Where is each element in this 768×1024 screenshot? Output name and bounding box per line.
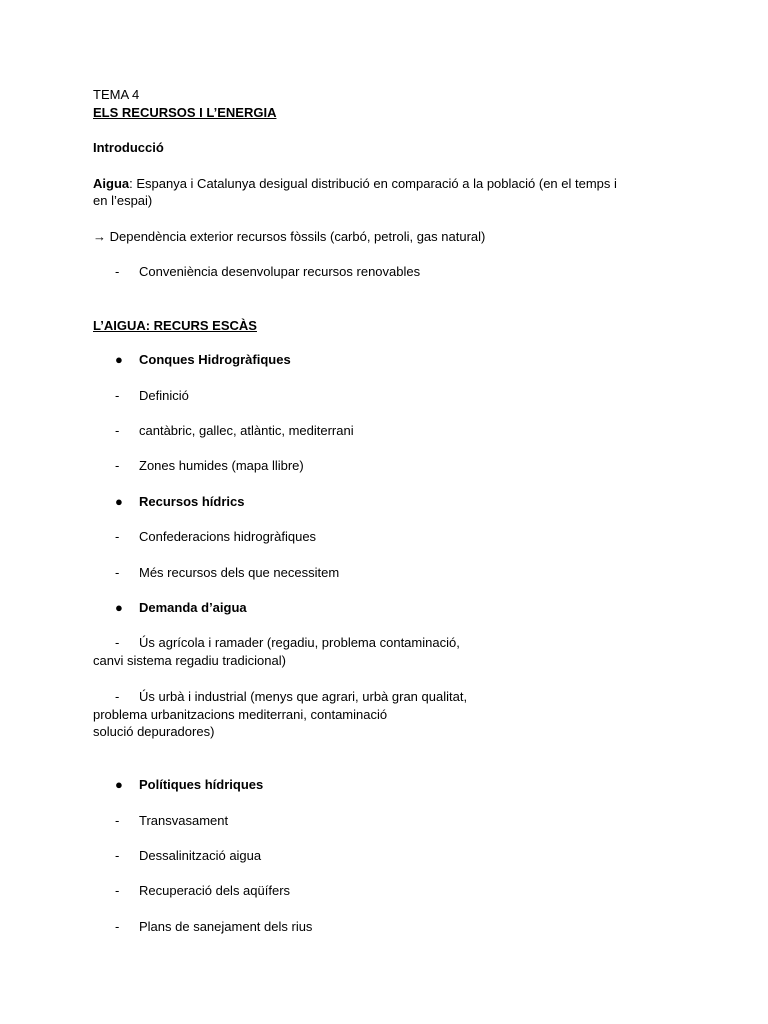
aigua-label: Aigua (93, 176, 130, 191)
bullet-marker: ● (115, 777, 123, 792)
list-item: Plans de sanejament dels rius (139, 919, 313, 934)
politiques-heading: Polítiques hídriques (139, 777, 264, 792)
list-item: Confederacions hidrogràfiques (139, 529, 317, 544)
dash-marker: - (115, 813, 120, 828)
section-title: L’AIGUA: RECURS ESCÀS (93, 318, 257, 333)
aigua-text-1: : Espanya i Catalunya desigual distribució en comparació a la població (en el temps i (129, 176, 617, 191)
urba-line-2: problema urbanitzacions mediterrani, contaminació (93, 707, 388, 722)
dependencia-line: → Dependència exterior recursos fòssils (carbó, petroli, gas natural) (93, 229, 486, 244)
list-item: cantàbric, gallec, atlàntic, mediterrani (139, 423, 354, 438)
dash-marker: - (115, 388, 120, 403)
intro-heading: Introducció (93, 140, 164, 155)
agricola-line-2: canvi sistema regadiu tradicional) (93, 653, 286, 668)
dash-marker: - (115, 848, 120, 863)
list-item: Més recursos dels que necessitem (139, 565, 340, 580)
dash-marker: - (115, 883, 120, 898)
bullet-marker: ● (115, 494, 123, 509)
bullet-marker: ● (115, 352, 123, 367)
bullet-marker: ● (115, 600, 123, 615)
list-item: Zones humides (mapa llibre) (139, 458, 304, 473)
topic-label: TEMA 4 (93, 87, 140, 102)
demanda-heading: Demanda d’aigua (139, 600, 247, 615)
recursos-heading: Recursos hídrics (139, 494, 245, 509)
dash-marker: - (115, 529, 120, 544)
dash-marker: - (115, 423, 120, 438)
list-item: Transvasament (139, 813, 229, 828)
urba-line-1: Ús urbà i industrial (menys que agrari, urbà gran qualitat, (139, 689, 468, 704)
conques-heading: Conques Hidrogràfiques (139, 352, 291, 367)
convenienca-item: Conveniència desenvolupar recursos renovables (139, 264, 421, 279)
list-item: Recuperació dels aqüífers (139, 883, 291, 898)
document-title: ELS RECURSOS I L’ENERGIA (93, 105, 277, 120)
dash-marker: - (115, 264, 120, 279)
dash-marker: - (115, 458, 120, 473)
list-item: Definició (139, 388, 189, 403)
list-item: Dessalinització aigua (139, 848, 262, 863)
dash-marker: - (115, 635, 120, 650)
dash-marker: - (115, 565, 120, 580)
aigua-text-2: en l’espai) (93, 193, 153, 208)
dash-marker: - (115, 689, 120, 704)
aigua-paragraph-line-1 (93, 175, 617, 193)
agricola-line-1: Ús agrícola i ramader (regadiu, problema contaminació, (139, 635, 460, 650)
urba-line-3: solució depuradores) (93, 724, 215, 739)
dash-marker: - (115, 919, 120, 934)
